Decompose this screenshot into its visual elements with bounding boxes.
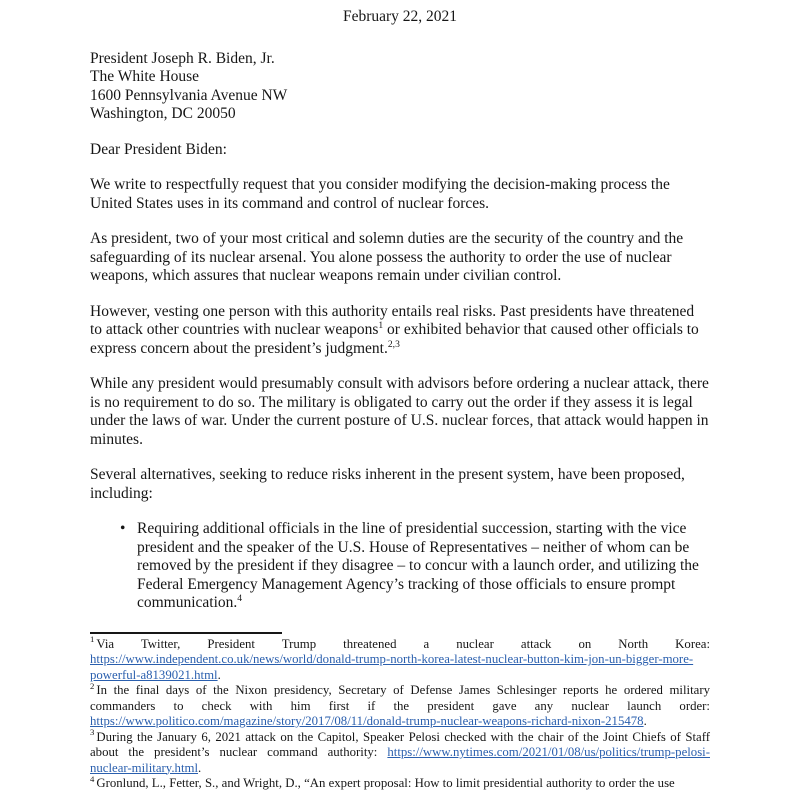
footnote-4 (90, 773, 710, 792)
footnote-1 (90, 634, 710, 684)
footnote-4-text: Gronlund, L., Fetter, S., and Wright, D., “An expert proposal: How to limit presidential authority to order the use (96, 776, 675, 790)
footnote-1-marker: 1 (90, 634, 95, 645)
footnotes-section (90, 634, 710, 792)
footnote-2 (90, 680, 710, 730)
paragraph-risks-text-b: or exhibited behavior that caused other officials to express concern about the president’s judgment. (90, 321, 699, 357)
letter-date: February 22, 2021 (342, 8, 458, 25)
footnote-1-period: . (217, 667, 221, 682)
footnote-1-text: Via Twitter, President Trump threatened a nuclear attack on North Korea: (96, 636, 710, 651)
footnote-separator (90, 632, 282, 634)
paragraph-request: We write to respectfully request that you consider modifying the decision-making process the United States uses in its command and control of nuclear forces. (90, 176, 670, 212)
list-item-succession-proposal (90, 520, 710, 613)
footnote-1-link[interactable]: https://www.independent.co.uk/news/world/donald-trump-north-korea-latest-nuclear-button-kim-jon-un-bigger-more-powerful-a8139021.html (90, 652, 694, 682)
footnote-3 (90, 727, 710, 777)
list-item-text: Requiring additional officials in the line of presidential succession, starting with the vice president and the speaker of the U.S. House of Representatives – neither of whom can be removed by the president if they disagree – to concur with a launch order, and utilizing the Federal Emergency Management Agency’s tracking of those officials to ensure prompt communication. (137, 520, 699, 611)
footnote-3-period: . (198, 760, 202, 775)
footnote-2-marker: 2 (90, 680, 95, 691)
bullet-icon: • (120, 520, 126, 537)
footnote-ref-2-3: 2,3 (387, 338, 400, 350)
paragraph-risks (90, 303, 710, 359)
footnote-ref-4: 4 (237, 592, 243, 604)
footnote-2-period: . (643, 714, 647, 728)
footnote-3-marker: 3 (90, 727, 95, 738)
paragraph-alternatives-intro: Several alternatives, seeking to reduce risks inherent in the present system, have been proposed, including: (90, 466, 685, 502)
recipient-name: President Joseph R. Biden, Jr. (90, 49, 275, 67)
footnote-2-link[interactable]: https://www.politico.com/magazine/story/2017/08/11/donald-trump-nuclear-weapons-richard-nixon-215478 (90, 714, 644, 728)
footnote-ref-1: 1 (378, 319, 384, 331)
footnote-4-marker: 4 (90, 773, 95, 784)
salutation: Dear President Biden: (90, 140, 227, 158)
paragraph-risks-text-a: However, vesting one person with this authority entails real risks. Past presidents have threatened to attack other countries with nuclear weapons (90, 302, 695, 338)
recipient-city: Washington, DC 20050 (90, 105, 236, 122)
recipient-address (90, 50, 710, 124)
alternatives-list (90, 520, 710, 613)
paragraph-military-obligation: While any president would presumably consult with advisors before ordering a nuclear attack, there is no requirement to do so. The military is obligated to carry out the order if they assess it is legal under the laws of war. Under the current posture of U.S. nuclear forces, that attack would happen in minutes. (90, 375, 709, 448)
paragraph-duties: As president, two of your most critical and solemn duties are the security of the country and the safeguarding of its nuclear arsenal. You alone possess the authority to order the use of nuclear weapons, which assures that nuclear weapons remain under civilian control. (90, 230, 684, 284)
footnote-3-link[interactable]: https://www.nytimes.com/2021/01/08/us/politics/trump-pelosi-nuclear-military.html (90, 745, 710, 775)
footnote-2-text: In the final days of the Nixon presidency, Secretary of Defense James Schlesinger reports he ordered military commanders to check with him first if the president gave any nuclear launch order: (90, 683, 710, 713)
footnote-3-text: During the January 6, 2021 attack on the Capitol, Speaker Pelosi checked with the chair of the Joint Chiefs of Staff about the president’s nuclear command authority: (90, 729, 710, 759)
recipient-organization: The White House (90, 68, 200, 85)
recipient-street: 1600 Pennsylvania Avenue NW (90, 86, 288, 104)
